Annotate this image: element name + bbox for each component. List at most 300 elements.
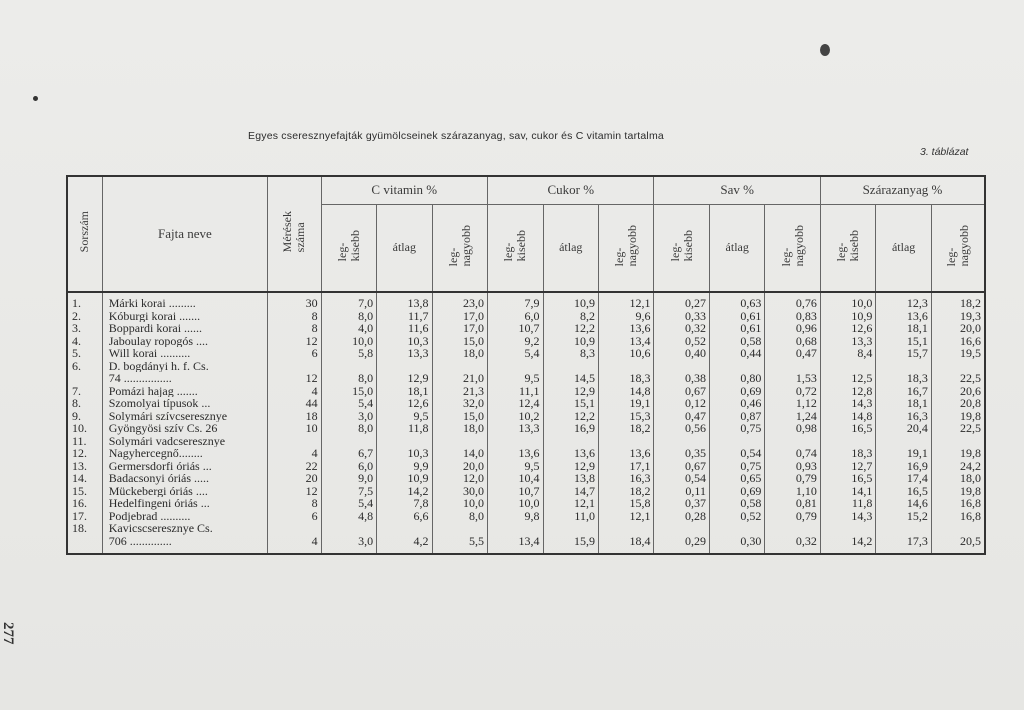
value-cell: 15,0 [432, 335, 488, 348]
value-cell: 12,6 [820, 322, 876, 335]
subheader-min [820, 204, 876, 292]
value-cell [931, 522, 985, 535]
value-cell: 10,4 [488, 472, 544, 485]
value-cell: 14,1 [820, 485, 876, 498]
value-cell: 18,0 [432, 347, 488, 360]
value-cell: 16,5 [876, 485, 931, 498]
row-number [67, 535, 102, 555]
value-cell: 13,6 [543, 447, 598, 460]
value-cell: 20,8 [931, 397, 985, 410]
value-cell: 0,75 [709, 460, 764, 473]
value-cell: 0,56 [654, 422, 710, 435]
row-number: 2. [67, 310, 102, 323]
row-number: 5. [67, 347, 102, 360]
value-cell: 10,0 [488, 497, 544, 510]
table-row [67, 347, 985, 360]
value-cell: 0,61 [709, 310, 764, 323]
table-row [67, 522, 985, 535]
value-cell: 9,5 [488, 372, 544, 385]
subheader-max [931, 204, 985, 292]
subheader-avg: átlag [876, 204, 931, 292]
value-cell [876, 522, 931, 535]
value-cell: 4,2 [377, 535, 432, 555]
value-cell [765, 522, 821, 535]
value-cell: 15,8 [598, 497, 654, 510]
value-cell: 9,5 [488, 460, 544, 473]
header-sorszam-label: Sorszám [77, 211, 92, 253]
subheader-avg: átlag [543, 204, 598, 292]
value-cell: 13,3 [488, 422, 544, 435]
variety-name: Solymári vadcseresznye [102, 435, 267, 448]
measurement-count: 8 [268, 497, 322, 510]
value-cell: 12,2 [543, 322, 598, 335]
value-cell: 0,44 [709, 347, 764, 360]
value-cell: 10,7 [488, 485, 544, 498]
value-cell: 10,9 [543, 292, 598, 310]
value-cell: 13,8 [377, 292, 432, 310]
value-cell: 16,5 [820, 422, 876, 435]
value-cell: 14,5 [543, 372, 598, 385]
value-cell: 0,58 [709, 497, 764, 510]
value-cell: 13,4 [598, 335, 654, 348]
value-cell: 18,1 [876, 322, 931, 335]
value-cell: 12,1 [598, 510, 654, 523]
value-cell: 10,0 [321, 335, 377, 348]
value-cell: 13,6 [598, 447, 654, 460]
table-body [67, 292, 985, 554]
value-cell: 0,47 [765, 347, 821, 360]
value-cell: 20,0 [432, 460, 488, 473]
value-cell: 5,4 [488, 347, 544, 360]
value-cell: 1,24 [765, 410, 821, 423]
value-cell: 15,9 [543, 535, 598, 555]
value-cell: 13,3 [377, 347, 432, 360]
value-cell [432, 522, 488, 535]
value-cell: 0,81 [765, 497, 821, 510]
value-cell: 15,7 [876, 347, 931, 360]
header-fajta [102, 176, 267, 292]
measurement-count: 8 [268, 310, 322, 323]
value-cell: 12,9 [543, 460, 598, 473]
value-cell: 1,10 [765, 485, 821, 498]
row-number: 13. [67, 460, 102, 473]
value-cell: 0,75 [709, 422, 764, 435]
value-cell: 19,3 [931, 310, 985, 323]
value-cell: 12,2 [543, 410, 598, 423]
variety-name: Hedelfingeni óriás ... [102, 497, 267, 510]
value-cell: 10,2 [488, 410, 544, 423]
value-cell: 10,3 [377, 335, 432, 348]
value-cell: 7,9 [488, 292, 544, 310]
value-cell: 5,8 [321, 347, 377, 360]
value-cell: 7,8 [377, 497, 432, 510]
value-cell: 16,3 [598, 472, 654, 485]
value-cell: 0,29 [654, 535, 710, 555]
variety-name: Boppardi korai ...... [102, 322, 267, 335]
value-cell: 15,1 [876, 335, 931, 348]
value-cell: 11,8 [377, 422, 432, 435]
value-cell: 15,1 [543, 397, 598, 410]
variety-name: D. bogdányi h. f. Cs. [102, 360, 267, 373]
measurement-count: 6 [268, 347, 322, 360]
value-cell: 18,3 [876, 372, 931, 385]
subheader-min-label: leg- kisebb [834, 230, 862, 262]
variety-name: 706 .............. [102, 535, 267, 555]
value-cell: 4,0 [321, 322, 377, 335]
value-cell: 14,8 [820, 410, 876, 423]
subheader-max [432, 204, 488, 292]
value-cell: 16,7 [876, 385, 931, 398]
table-row [67, 422, 985, 435]
subheader-max [765, 204, 821, 292]
value-cell: 8,3 [543, 347, 598, 360]
value-cell: 0,67 [654, 460, 710, 473]
value-cell: 21,3 [432, 385, 488, 398]
value-cell: 0,12 [654, 397, 710, 410]
value-cell: 9,2 [488, 335, 544, 348]
data-table [66, 175, 986, 555]
value-cell: 22,5 [931, 422, 985, 435]
group-header-szarazanyag: Szárazanyag % [820, 176, 985, 204]
value-cell: 10,9 [543, 335, 598, 348]
value-cell: 9,8 [488, 510, 544, 523]
measurement-count [268, 522, 322, 535]
value-cell: 15,0 [432, 410, 488, 423]
table-row [67, 510, 985, 523]
value-cell: 10,7 [488, 322, 544, 335]
ink-speck [820, 44, 830, 56]
value-cell: 17,3 [876, 535, 931, 555]
value-cell: 0,69 [709, 485, 764, 498]
value-cell: 0,28 [654, 510, 710, 523]
value-cell: 10,6 [598, 347, 654, 360]
value-cell: 0,54 [709, 447, 764, 460]
value-cell: 16,6 [931, 335, 985, 348]
value-cell: 0,80 [709, 372, 764, 385]
measurement-count: 4 [268, 385, 322, 398]
row-number: 7. [67, 385, 102, 398]
value-cell: 12,8 [820, 385, 876, 398]
row-number: 6. [67, 360, 102, 373]
value-cell: 0,72 [765, 385, 821, 398]
table-row [67, 292, 985, 310]
row-number: 1. [67, 292, 102, 310]
row-number: 9. [67, 410, 102, 423]
measurement-count: 12 [268, 335, 322, 348]
value-cell: 8,2 [543, 310, 598, 323]
value-cell: 0,32 [765, 535, 821, 555]
value-cell: 12,9 [377, 372, 432, 385]
value-cell: 14,0 [432, 447, 488, 460]
value-cell: 13,6 [876, 310, 931, 323]
value-cell [321, 522, 377, 535]
table-title: Egyes cseresznyefajták gyümölcseinek szárazanyag, sav, cukor és C vitamin tartalma [248, 130, 664, 142]
value-cell [598, 522, 654, 535]
measurement-count: 30 [268, 292, 322, 310]
row-number: 18. [67, 522, 102, 535]
value-cell: 6,7 [321, 447, 377, 460]
value-cell: 0,37 [654, 497, 710, 510]
table-row [67, 372, 985, 385]
value-cell: 10,9 [377, 472, 432, 485]
row-number: 17. [67, 510, 102, 523]
value-cell: 0,40 [654, 347, 710, 360]
value-cell [377, 522, 432, 535]
ink-speck [33, 96, 38, 101]
value-cell: 19,1 [598, 397, 654, 410]
value-cell: 11,7 [377, 310, 432, 323]
variety-name: Nagyhercegnő........ [102, 447, 267, 460]
value-cell: 14,2 [377, 485, 432, 498]
value-cell: 12,3 [876, 292, 931, 310]
value-cell: 18,4 [598, 535, 654, 555]
table-row [67, 447, 985, 460]
variety-name: Kóburgi korai ....... [102, 310, 267, 323]
variety-name: Germersdorfi óriás ... [102, 460, 267, 473]
value-cell: 19,8 [931, 410, 985, 423]
value-cell: 0,54 [654, 472, 710, 485]
value-cell: 8,0 [432, 510, 488, 523]
value-cell: 16,8 [931, 497, 985, 510]
value-cell: 12,1 [543, 497, 598, 510]
value-cell: 16,8 [931, 510, 985, 523]
measurement-count: 6 [268, 510, 322, 523]
value-cell: 0,68 [765, 335, 821, 348]
value-cell: 17,0 [432, 322, 488, 335]
value-cell: 0,32 [654, 322, 710, 335]
variety-name: Gyöngyösi szív Cs. 26 [102, 422, 267, 435]
value-cell: 11,6 [377, 322, 432, 335]
value-cell: 7,5 [321, 485, 377, 498]
value-cell: 14,7 [543, 485, 598, 498]
value-cell: 14,3 [820, 510, 876, 523]
value-cell: 0,76 [765, 292, 821, 310]
value-cell: 3,0 [321, 410, 377, 423]
value-cell: 19,8 [931, 447, 985, 460]
subheader-avg: átlag [709, 204, 764, 292]
value-cell: 0,58 [709, 335, 764, 348]
value-cell: 7,0 [321, 292, 377, 310]
row-number: 12. [67, 447, 102, 460]
value-cell: 0,65 [709, 472, 764, 485]
value-cell: 12,9 [543, 385, 598, 398]
value-cell: 15,3 [598, 410, 654, 423]
value-cell: 8,4 [820, 347, 876, 360]
value-cell: 9,0 [321, 472, 377, 485]
value-cell: 0,63 [709, 292, 764, 310]
table-label: 3. táblázat [920, 146, 969, 158]
value-cell: 32,0 [432, 397, 488, 410]
value-cell: 20,0 [931, 322, 985, 335]
value-cell: 17,1 [598, 460, 654, 473]
subheader-max-label: leg- nagyobb [445, 225, 473, 267]
row-number: 16. [67, 497, 102, 510]
page-number: 277 [0, 622, 16, 645]
group-header-cukor: Cukor % [488, 176, 654, 204]
variety-name: Pomázi hajag ....... [102, 385, 267, 398]
value-cell: 0,11 [654, 485, 710, 498]
subheader-min-label: leg- kisebb [334, 230, 362, 262]
value-cell: 9,6 [598, 310, 654, 323]
value-cell: 0,46 [709, 397, 764, 410]
value-cell: 0,33 [654, 310, 710, 323]
row-number: 10. [67, 422, 102, 435]
value-cell: 0,83 [765, 310, 821, 323]
measurement-count: 12 [268, 485, 322, 498]
value-cell: 17,4 [876, 472, 931, 485]
value-cell: 0,79 [765, 510, 821, 523]
value-cell: 18,0 [931, 472, 985, 485]
table-row [67, 322, 985, 335]
value-cell: 0,69 [709, 385, 764, 398]
value-cell: 0,74 [765, 447, 821, 460]
header-fajta-label: Fajta neve [157, 226, 212, 241]
value-cell: 0,52 [709, 510, 764, 523]
value-cell: 20,6 [931, 385, 985, 398]
value-cell: 10,3 [377, 447, 432, 460]
value-cell: 0,96 [765, 322, 821, 335]
value-cell: 18,0 [432, 422, 488, 435]
value-cell: 19,5 [931, 347, 985, 360]
value-cell: 5,4 [321, 397, 377, 410]
value-cell: 8,0 [321, 310, 377, 323]
variety-name: Kavicscseresznye Cs. [102, 522, 267, 535]
variety-name: Mückebergi óriás .... [102, 485, 267, 498]
value-cell: 4,8 [321, 510, 377, 523]
value-cell: 13,8 [543, 472, 598, 485]
measurement-count: 44 [268, 397, 322, 410]
table-row [67, 497, 985, 510]
value-cell: 9,9 [377, 460, 432, 473]
subheader-max [598, 204, 654, 292]
header-meresek-label: Mérések száma [280, 211, 308, 253]
measurement-count: 18 [268, 410, 322, 423]
value-cell: 0,87 [709, 410, 764, 423]
value-cell: 11,8 [820, 497, 876, 510]
value-cell: 1,12 [765, 397, 821, 410]
header-sorszam [67, 176, 102, 292]
row-number: 3. [67, 322, 102, 335]
table-row [67, 472, 985, 485]
variety-name: Szomolyai típusok ... [102, 397, 267, 410]
value-cell: 15,2 [876, 510, 931, 523]
value-cell: 0,47 [654, 410, 710, 423]
value-cell [543, 522, 598, 535]
variety-name: Badacsonyi óriás ..... [102, 472, 267, 485]
value-cell: 14,6 [876, 497, 931, 510]
row-number: 8. [67, 397, 102, 410]
subheader-max-label: leg- nagyobb [778, 225, 806, 267]
value-cell: 18,1 [377, 385, 432, 398]
value-cell: 24,2 [931, 460, 985, 473]
value-cell: 12,6 [377, 397, 432, 410]
value-cell: 10,0 [432, 497, 488, 510]
value-cell: 12,1 [598, 292, 654, 310]
measurement-count: 10 [268, 422, 322, 435]
value-cell: 13,6 [598, 322, 654, 335]
measurement-count: 20 [268, 472, 322, 485]
subheader-max-label: leg- nagyobb [943, 225, 971, 267]
measurement-count: 4 [268, 535, 322, 555]
value-cell: 11,1 [488, 385, 544, 398]
measurement-count: 22 [268, 460, 322, 473]
value-cell: 19,1 [876, 447, 931, 460]
value-cell: 20,5 [931, 535, 985, 555]
value-cell: 18,3 [820, 447, 876, 460]
variety-name: Will korai .......... [102, 347, 267, 360]
value-cell: 10,9 [820, 310, 876, 323]
variety-name: Márki korai ......... [102, 292, 267, 310]
value-cell: 23,0 [432, 292, 488, 310]
value-cell: 0,52 [654, 335, 710, 348]
value-cell: 22,5 [931, 372, 985, 385]
value-cell: 10,0 [820, 292, 876, 310]
group-header-sav: Sav % [654, 176, 820, 204]
row-number: 4. [67, 335, 102, 348]
value-cell: 5,5 [432, 535, 488, 555]
row-number: 15. [67, 485, 102, 498]
value-cell: 18,2 [598, 485, 654, 498]
subheader-min [654, 204, 710, 292]
value-cell: 0,35 [654, 447, 710, 460]
value-cell: 3,0 [321, 535, 377, 555]
variety-name: 74 ................ [102, 372, 267, 385]
value-cell: 16,3 [876, 410, 931, 423]
subheader-max-label: leg- nagyobb [612, 225, 640, 267]
variety-name: Podjebrad .......... [102, 510, 267, 523]
value-cell: 14,2 [820, 535, 876, 555]
value-cell: 6,0 [321, 460, 377, 473]
group-header-c-vitamin: C vitamin % [321, 176, 487, 204]
value-cell [820, 522, 876, 535]
value-cell [709, 522, 764, 535]
row-number [67, 372, 102, 385]
value-cell: 0,38 [654, 372, 710, 385]
value-cell: 12,4 [488, 397, 544, 410]
value-cell: 16,5 [820, 472, 876, 485]
value-cell: 11,0 [543, 510, 598, 523]
value-cell: 12,5 [820, 372, 876, 385]
value-cell: 0,98 [765, 422, 821, 435]
value-cell: 8,0 [321, 372, 377, 385]
table-row [67, 535, 985, 555]
value-cell: 12,7 [820, 460, 876, 473]
value-cell: 0,61 [709, 322, 764, 335]
value-cell: 9,5 [377, 410, 432, 423]
value-cell: 0,67 [654, 385, 710, 398]
value-cell: 6,0 [488, 310, 544, 323]
value-cell [488, 522, 544, 535]
value-cell: 18,3 [598, 372, 654, 385]
value-cell: 30,0 [432, 485, 488, 498]
value-cell: 5,4 [321, 497, 377, 510]
value-cell: 0,30 [709, 535, 764, 555]
value-cell [654, 522, 710, 535]
measurement-count: 8 [268, 322, 322, 335]
measurement-count: 4 [268, 447, 322, 460]
value-cell: 8,0 [321, 422, 377, 435]
value-cell: 0,27 [654, 292, 710, 310]
value-cell: 13,3 [820, 335, 876, 348]
value-cell: 15,0 [321, 385, 377, 398]
value-cell: 21,0 [432, 372, 488, 385]
row-number: 11. [67, 435, 102, 448]
value-cell: 16,9 [543, 422, 598, 435]
value-cell: 18,1 [876, 397, 931, 410]
variety-name: Solymári szívcseresznye [102, 410, 267, 423]
value-cell: 0,93 [765, 460, 821, 473]
subheader-min-label: leg- kisebb [501, 230, 529, 262]
